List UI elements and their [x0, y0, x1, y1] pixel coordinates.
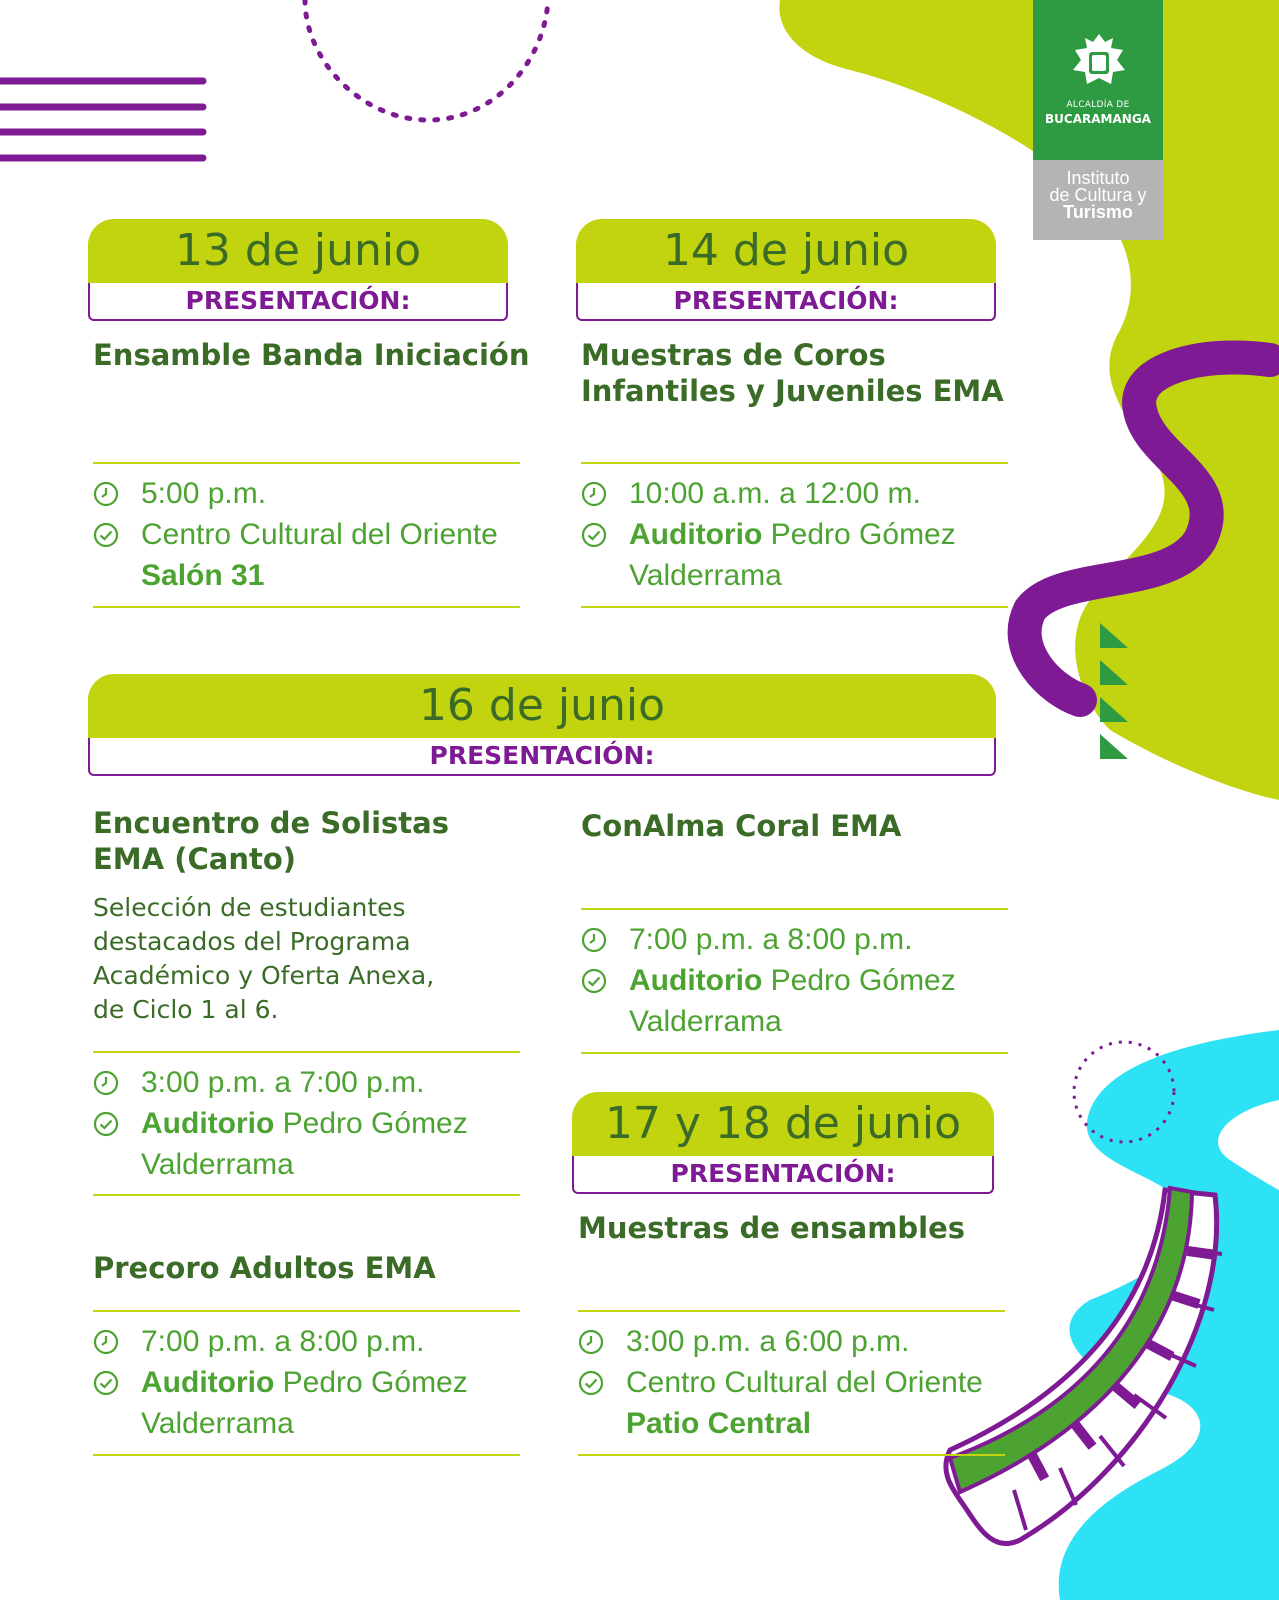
event-time: 7:00 p.m. a 8:00 p.m.: [141, 1325, 425, 1358]
event-title-line1: Encuentro de Solistas: [93, 806, 449, 840]
dotted-arc: [305, 0, 548, 120]
clock-icon: [93, 481, 119, 507]
date-title: 13 de junio: [88, 219, 508, 283]
divider: [93, 1194, 520, 1196]
time-row: [626, 1321, 983, 1362]
divider: [578, 1454, 1005, 1456]
place-row: [629, 514, 956, 555]
presentation-label: PRESENTACIÓN:: [572, 1156, 994, 1194]
event-description: [93, 891, 434, 1027]
event-place-line2: Valderrama: [629, 559, 782, 592]
place-row: [626, 1362, 983, 1403]
date-title: 17 y 18 de junio: [572, 1092, 994, 1156]
place-row-2: [629, 1001, 956, 1042]
place-row-2: [141, 555, 498, 596]
place-row-2: [141, 1144, 468, 1185]
clock-icon: [578, 1329, 604, 1355]
event-place: Pedro Gómez: [770, 964, 956, 997]
event-title-line2: Infantiles y Juveniles EMA: [581, 374, 1004, 408]
date-title: 14 de junio: [576, 219, 996, 283]
event-info-13: [93, 473, 498, 596]
institute-line3: Turismo: [1063, 202, 1133, 222]
date-header-13: [88, 219, 508, 323]
date-header-16: [88, 674, 996, 778]
date-title: 16 de junio: [88, 674, 996, 738]
event-place-line2: Valderrama: [141, 1407, 294, 1440]
presentation-label: PRESENTACIÓN:: [88, 738, 996, 776]
place-row-2: [629, 555, 956, 596]
clock-icon: [581, 927, 607, 953]
event-place: Centro Cultural del Oriente: [626, 1366, 983, 1399]
divider: [578, 1310, 1005, 1312]
divider: [581, 908, 1008, 910]
check-circle-icon: [578, 1370, 604, 1396]
coat-of-arms-icon: [1067, 30, 1131, 94]
desc-line3: Académico y Oferta Anexa,: [93, 961, 435, 990]
place-row: [141, 1362, 468, 1403]
clock-icon: [581, 481, 607, 507]
clock-icon: [93, 1329, 119, 1355]
event-title: Ensamble Banda Iniciación: [93, 338, 530, 372]
divider: [93, 1310, 520, 1312]
clock-icon: [93, 1070, 119, 1096]
event-title: Precoro Adultos EMA: [93, 1251, 436, 1285]
event-time: 3:00 p.m. a 6:00 p.m.: [626, 1325, 910, 1358]
place-row: [141, 1103, 468, 1144]
event-info-16a: [93, 1062, 468, 1185]
time-row: [141, 1062, 468, 1103]
presentation-label: PRESENTACIÓN:: [576, 283, 996, 321]
event-place-bold: Salón 31: [141, 559, 265, 592]
time-row: [141, 1321, 468, 1362]
event-place-bold: Auditorio: [141, 1366, 275, 1399]
logo-line1: ALCALDÍA DE: [1066, 100, 1130, 110]
divider: [581, 1052, 1008, 1054]
divider: [93, 1454, 520, 1456]
event-place-line2: Valderrama: [141, 1148, 294, 1181]
event-place-bold: Auditorio: [629, 964, 763, 997]
check-circle-icon: [93, 1370, 119, 1396]
event-title: ConAlma Coral EMA: [581, 809, 902, 843]
event-info-16c: [93, 1321, 468, 1444]
place-row: [629, 960, 956, 1001]
event-info-16b: [581, 919, 956, 1042]
institute-line1: Instituto: [1066, 168, 1130, 188]
check-circle-icon: [581, 968, 607, 994]
check-circle-icon: [581, 522, 607, 548]
event-place-bold: Patio Central: [626, 1407, 812, 1440]
institute-line2: de Cultura y: [1049, 185, 1147, 205]
date-header-14: [576, 219, 996, 323]
event-title-line2: EMA (Canto): [93, 842, 296, 876]
event-time: 5:00 p.m.: [141, 477, 267, 510]
event-place-bold: Auditorio: [141, 1107, 275, 1140]
presentation-label: PRESENTACIÓN:: [88, 283, 508, 321]
desc-line1: Selección de estudiantes: [93, 893, 406, 922]
divider: [93, 462, 520, 464]
purple-stripes: [0, 81, 203, 158]
event-place-bold: Auditorio: [629, 518, 763, 551]
place-row: [141, 514, 498, 555]
check-circle-icon: [93, 522, 119, 548]
event-place-line2: Valderrama: [629, 1005, 782, 1038]
desc-line2: destacados del Programa: [93, 927, 411, 956]
place-row-2: [626, 1403, 983, 1444]
institute-logo: [1033, 160, 1163, 240]
date-header-17: [572, 1092, 994, 1196]
event-title-line1: Muestras de Coros: [581, 338, 886, 372]
time-row: [629, 473, 956, 514]
event-info-14: [581, 473, 956, 596]
place-row-2: [141, 1403, 468, 1444]
event-place: Pedro Gómez: [770, 518, 956, 551]
divider: [581, 462, 1008, 464]
alcaldia-logo: [1033, 0, 1163, 160]
event-title: [93, 805, 449, 877]
divider: [93, 606, 520, 608]
event-place: Centro Cultural del Oriente: [141, 518, 498, 551]
time-row: [629, 919, 956, 960]
event-title: Muestras de ensambles: [578, 1211, 966, 1245]
logo-line2: BUCARAMANGA: [1045, 112, 1151, 126]
check-circle-icon: [93, 1111, 119, 1137]
event-place: Pedro Gómez: [282, 1107, 468, 1140]
divider: [93, 1051, 520, 1053]
event-time: 7:00 p.m. a 8:00 p.m.: [629, 923, 913, 956]
event-time: 3:00 p.m. a 7:00 p.m.: [141, 1066, 425, 1099]
event-time: 10:00 a.m. a 12:00 m.: [629, 477, 921, 510]
event-place: Pedro Gómez: [282, 1366, 468, 1399]
desc-line4: de Ciclo 1 al 6.: [93, 995, 279, 1024]
time-row: [141, 473, 498, 514]
divider: [581, 606, 1008, 608]
event-title: [581, 337, 1004, 409]
event-info-17: [578, 1321, 983, 1444]
